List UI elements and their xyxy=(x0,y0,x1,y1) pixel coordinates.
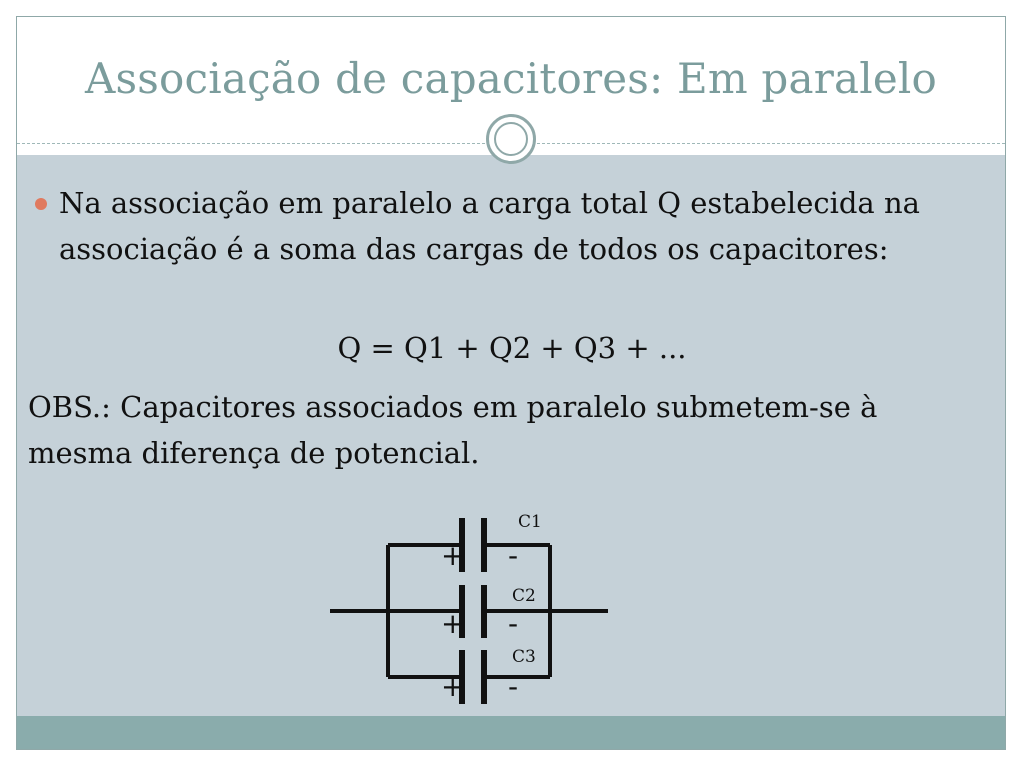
c3-plus-sign: + xyxy=(441,670,465,703)
capacitor-plates xyxy=(462,518,484,704)
bullet-text: Na associação em paralelo a carga total Q estabelecida na associação é a soma das cargas de todos os capacitores: xyxy=(59,186,920,266)
c2-label: C2 xyxy=(512,586,536,606)
c1-label: C1 xyxy=(518,512,542,532)
c1-plus-sign: + xyxy=(441,539,465,572)
c2-minus-sign: - xyxy=(508,607,519,640)
c2-plus-sign: + xyxy=(441,607,465,640)
c3-minus-sign: - xyxy=(508,670,519,703)
charge-equation: Q = Q1 + Q2 + Q3 + ... xyxy=(337,331,687,365)
c3-label: C3 xyxy=(512,647,536,667)
c1-minus-sign: - xyxy=(508,539,519,572)
circuit-wires xyxy=(330,545,608,677)
slide-title: Associação de capacitores: Em paralelo xyxy=(84,54,938,103)
obs-note: OBS.: Capacitores associados em paralelo submetem-se à mesma diferença de potencial. xyxy=(28,390,878,470)
